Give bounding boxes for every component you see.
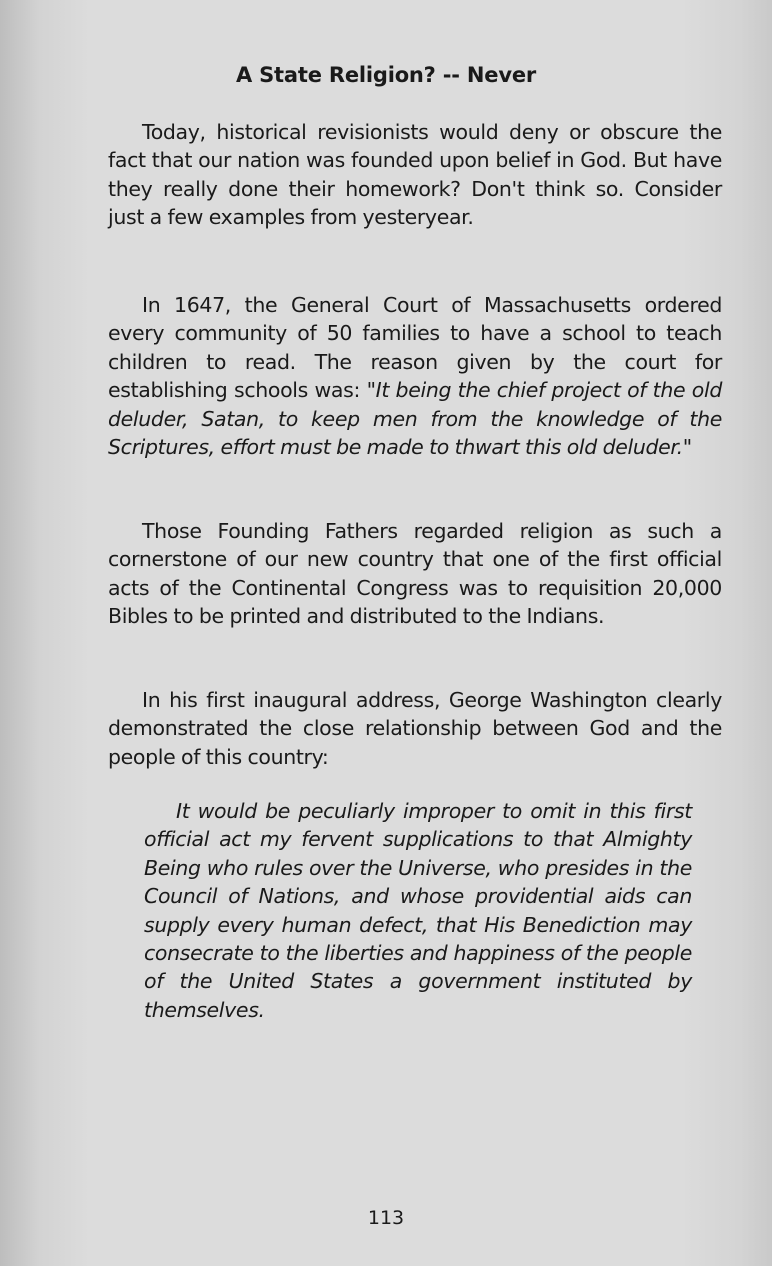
page-number: 113: [367, 1207, 405, 1229]
paragraph-1-text: Today, historical revisionists would deny or obscure the fact that our nation was founded upon belief in God. But have they really done their homework? Don't think so. Consider just a few examples from yesteryear.: [108, 120, 722, 230]
paragraph-2-quote: "It being the chief project of the old deluder, Satan, to keep men from the knowledge of the Scriptures, effort must be made to thwart this old deluder.": [108, 378, 722, 460]
paragraph-2: [108, 291, 722, 461]
paragraph-4: [108, 686, 722, 771]
paragraph-3-text: Those Founding Fathers regarded religion as such a cornerstone of our new country that one of the first official acts of the Continental Congress was to requisition 20,000 Bibles to be printed and distributed to the Indians.: [108, 519, 722, 629]
paragraph-1: [108, 118, 722, 232]
paragraph-4-text: In his first inaugural address, George Washington clearly demonstrated the close relationship between God and the people of this country:: [108, 688, 722, 769]
washington-quote-text: It would be peculiarly improper to omit in this first official act my fervent supplications to that Almighty Being who rules over the Universe, who presides in the Council of Nations, and whose providential aids can supply every human defect, that His Benediction may consecrate to the liberties and happiness of the people of the United States a government instituted by themselves.: [144, 799, 692, 1022]
washington-quote: [144, 797, 692, 1024]
paragraph-2-body: [108, 291, 722, 461]
paragraph-2-text: In 1647, the General Court of Massachusetts ordered every community of 50 families to have a school to teach children to read. The reason given by the court for establishing schools was:: [108, 293, 722, 403]
page-title: A State Religion? -- Never: [235, 63, 537, 87]
paragraph-3: [108, 517, 722, 631]
